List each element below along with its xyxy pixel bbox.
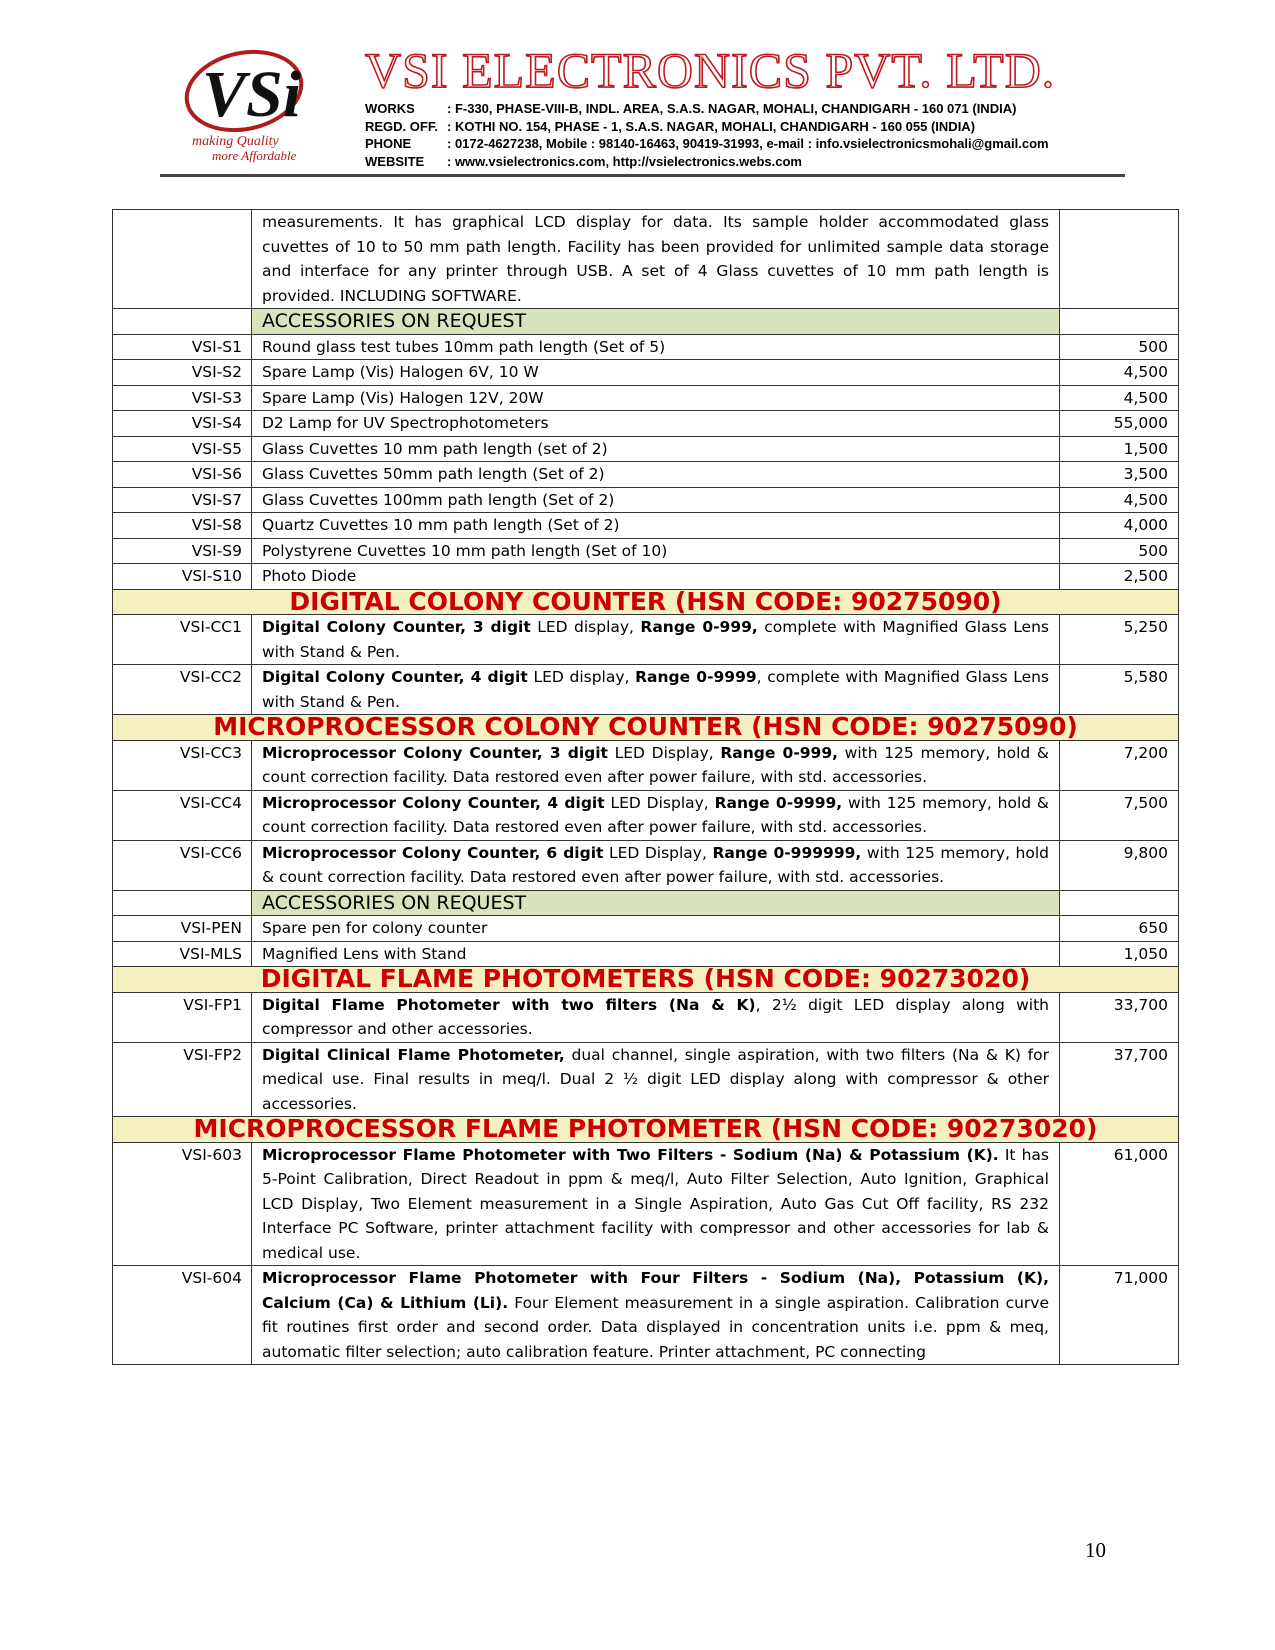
- item-code: VSI-S3: [113, 385, 252, 411]
- item-description: Round glass test tubes 10mm path length (Set of 5): [252, 334, 1060, 360]
- table-row: [113, 1266, 1179, 1365]
- table-row: [113, 1142, 1179, 1266]
- item-code: VSI-CC6: [113, 840, 252, 890]
- contact-website: [365, 153, 1125, 171]
- section-heading-row: [113, 1117, 1179, 1143]
- item-description: D2 Lamp for UV Spectrophotometers: [252, 411, 1060, 437]
- accessories-heading: ACCESSORIES ON REQUEST: [252, 890, 1060, 916]
- table-row: [113, 538, 1179, 564]
- item-price: 500: [1060, 538, 1179, 564]
- item-code: VSI-CC1: [113, 615, 252, 665]
- item-code: VSI-CC4: [113, 790, 252, 840]
- contact-label: WORKS: [365, 101, 415, 116]
- item-description: Microprocessor Colony Counter, 3 digit LED Display, Range 0-999, with 125 memory, hold & count correction facility. Data restored even after power failure, with std. accessories.: [252, 740, 1060, 790]
- item-description: Glass Cuvettes 100mm path length (Set of 2): [252, 487, 1060, 513]
- header-divider: [160, 174, 1125, 177]
- contact-value: : F-330, PHASE-VIII-B, INDL. AREA, S.A.S. NAGAR, MOHALI, CHANDIGARH - 160 071 (INDIA): [447, 101, 1017, 116]
- subheading-row: [113, 890, 1179, 916]
- table-row: [113, 385, 1179, 411]
- table-row: [113, 665, 1179, 715]
- item-code: VSI-S4: [113, 411, 252, 437]
- item-price: 3,500: [1060, 462, 1179, 488]
- item-description: Digital Colony Counter, 3 digit LED display, Range 0-999, complete with Magnified Glass Lens with Stand & Pen.: [252, 615, 1060, 665]
- letterhead: [160, 40, 1125, 180]
- table-row: [113, 436, 1179, 462]
- section-heading-row: [113, 715, 1179, 741]
- table-row: [113, 992, 1179, 1042]
- item-price: 4,000: [1060, 513, 1179, 539]
- contact-label: REGD. OFF.: [365, 118, 438, 134]
- contact-label: WEBSITE: [365, 153, 425, 169]
- contact-regd-office: [365, 118, 1125, 136]
- contact-phone: [365, 135, 1125, 153]
- table-row: [113, 360, 1179, 386]
- item-description: measurements. It has graphical LCD display for data. Its sample holder accommodated glass cuvettes of 10 to 50 mm path length. Facility has been provided for unlimited sample data storage and interface for any printer through USB. A set of 4 Glass cuvettes of 10 mm path length is provided. INCLUDING SOFTWARE.: [252, 210, 1060, 309]
- logo-tagline-1: making Quality: [192, 134, 279, 149]
- table-row: [113, 615, 1179, 665]
- contact-label: PHONE: [365, 136, 412, 151]
- item-price: 500: [1060, 334, 1179, 360]
- item-code: VSI-604: [113, 1266, 252, 1365]
- section-heading: DIGITAL COLONY COUNTER (HSN CODE: 90275090): [113, 589, 1179, 615]
- price-list-table: [112, 209, 1179, 1365]
- item-description: Microprocessor Flame Photometer with Four Filters - Sodium (Na), Potassium (K), Calcium (Ca) & Lithium (Li). Four Element measurement in a single aspiration. Calibration curve fit routines first order and second order. Data displayed in concentration units i.e. ppm & meq, automatic filter selection; auto calibration feature. Printer attachment, PC connecting: [252, 1266, 1060, 1365]
- item-price: [1060, 210, 1179, 309]
- section-heading-row: [113, 589, 1179, 615]
- table-row: [113, 564, 1179, 590]
- table-row: [113, 334, 1179, 360]
- item-description: Polystyrene Cuvettes 10 mm path length (Set of 10): [252, 538, 1060, 564]
- company-logo: [182, 46, 327, 161]
- subheading-row: [113, 309, 1179, 335]
- table-row: [113, 790, 1179, 840]
- item-price: 37,700: [1060, 1042, 1179, 1117]
- item-price: 5,250: [1060, 615, 1179, 665]
- table-row: [113, 740, 1179, 790]
- table-row: [113, 462, 1179, 488]
- item-description: Quartz Cuvettes 10 mm path length (Set of 2): [252, 513, 1060, 539]
- item-description: Microprocessor Colony Counter, 4 digit LED Display, Range 0-9999, with 125 memory, hold & count correction facility. Data restored even after power failure, with std. accessories.: [252, 790, 1060, 840]
- item-description: Microprocessor Flame Photometer with Two Filters - Sodium (Na) & Potassium (K). It has 5-Point Calibration, Direct Readout in ppm & meq/l, Auto Filter Selection, Auto Ignition, Graphical LCD Display, Two Element measurement in a Single Aspiration, Auto Gas Cut Off facility, RS 232 Interface PC Software, printer attachment facility with compressor and other accessories for lab & medical use.: [252, 1142, 1060, 1266]
- item-description: Spare Lamp (Vis) Halogen 12V, 20W: [252, 385, 1060, 411]
- item-description: Digital Clinical Flame Photometer, dual channel, single aspiration, with two filters (Na & K) for medical use. Final results in meq/l. Dual 2 ½ digit LED display along with compressor & other accessories.: [252, 1042, 1060, 1117]
- table-row: [113, 411, 1179, 437]
- item-price: 1,050: [1060, 941, 1179, 967]
- item-price: 5,580: [1060, 665, 1179, 715]
- table-row: [113, 941, 1179, 967]
- item-code: VSI-CC2: [113, 665, 252, 715]
- item-code: VSI-S8: [113, 513, 252, 539]
- table-row: [113, 487, 1179, 513]
- item-price: 7,500: [1060, 790, 1179, 840]
- item-code: VSI-S10: [113, 564, 252, 590]
- item-code: VSI-S7: [113, 487, 252, 513]
- item-code: VSI-FP2: [113, 1042, 252, 1117]
- table-row: [113, 840, 1179, 890]
- table-row: [113, 513, 1179, 539]
- item-code: VSI-CC3: [113, 740, 252, 790]
- section-heading: MICROPROCESSOR FLAME PHOTOMETER (HSN CODE: 90273020): [113, 1117, 1179, 1143]
- svg-text:VSi: VSi: [202, 58, 302, 131]
- table-row: [113, 1042, 1179, 1117]
- contact-works: [365, 100, 1125, 118]
- contact-value: : KOTHI NO. 154, PHASE - 1, S.A.S. NAGAR, MOHALI, CHANDIGARH - 160 055 (INDIA): [447, 118, 976, 134]
- item-code: VSI-S2: [113, 360, 252, 386]
- table-row: [113, 210, 1179, 309]
- item-code: VSI-S6: [113, 462, 252, 488]
- item-code: VSI-S9: [113, 538, 252, 564]
- item-description: Digital Colony Counter, 4 digit LED display, Range 0-9999, complete with Magnified Glass Lens with Stand & Pen.: [252, 665, 1060, 715]
- item-description: Spare pen for colony counter: [252, 916, 1060, 942]
- item-code: [113, 210, 252, 309]
- accessories-heading: ACCESSORIES ON REQUEST: [252, 309, 1060, 335]
- item-price: 650: [1060, 916, 1179, 942]
- item-description: Glass Cuvettes 50mm path length (Set of 2): [252, 462, 1060, 488]
- item-code: VSI-S1: [113, 334, 252, 360]
- item-price: 4,500: [1060, 360, 1179, 386]
- item-description: Digital Flame Photometer with two filters (Na & K), 2½ digit LED display along with compressor and other accessories.: [252, 992, 1060, 1042]
- item-code: VSI-FP1: [113, 992, 252, 1042]
- item-price: 4,500: [1060, 487, 1179, 513]
- page-number: 10: [1085, 1538, 1106, 1562]
- item-description: Glass Cuvettes 10 mm path length (set of 2): [252, 436, 1060, 462]
- item-price: 33,700: [1060, 992, 1179, 1042]
- item-price: 61,000: [1060, 1142, 1179, 1266]
- item-price: 71,000: [1060, 1266, 1179, 1365]
- item-price: 2,500: [1060, 564, 1179, 590]
- item-description: Magnified Lens with Stand: [252, 941, 1060, 967]
- item-description: Microprocessor Colony Counter, 6 digit LED Display, Range 0-999999, with 125 memory, hold & count correction facility. Data restored even after power failure, with std. accessories.: [252, 840, 1060, 890]
- item-price: 7,200: [1060, 740, 1179, 790]
- company-name: VSI ELECTRONICS PVT. LTD.: [365, 42, 1056, 98]
- logo-tagline-2: more Affordable: [212, 148, 297, 163]
- item-description: Photo Diode: [252, 564, 1060, 590]
- contact-value: : 0172-4627238, Mobile : 98140-16463, 90419-31993, e-mail : info.vsielectronicsmohali@gmail.com: [447, 136, 1049, 151]
- section-heading-row: [113, 967, 1179, 993]
- item-code: VSI-PEN: [113, 916, 252, 942]
- item-price: 55,000: [1060, 411, 1179, 437]
- item-description: Spare Lamp (Vis) Halogen 6V, 10 W: [252, 360, 1060, 386]
- item-price: 1,500: [1060, 436, 1179, 462]
- item-code: VSI-MLS: [113, 941, 252, 967]
- item-code: VSI-S5: [113, 436, 252, 462]
- item-code: VSI-603: [113, 1142, 252, 1266]
- item-price: 4,500: [1060, 385, 1179, 411]
- section-heading: DIGITAL FLAME PHOTOMETERS (HSN CODE: 90273020): [113, 967, 1179, 993]
- vsi-logo-icon: [182, 46, 327, 141]
- table-row: [113, 916, 1179, 942]
- item-price: 9,800: [1060, 840, 1179, 890]
- contact-value: : www.vsielectronics.com, http://vsielectronics.webs.com: [447, 153, 802, 169]
- contact-block: [365, 100, 1125, 170]
- section-heading: MICROPROCESSOR COLONY COUNTER (HSN CODE: 90275090): [113, 715, 1179, 741]
